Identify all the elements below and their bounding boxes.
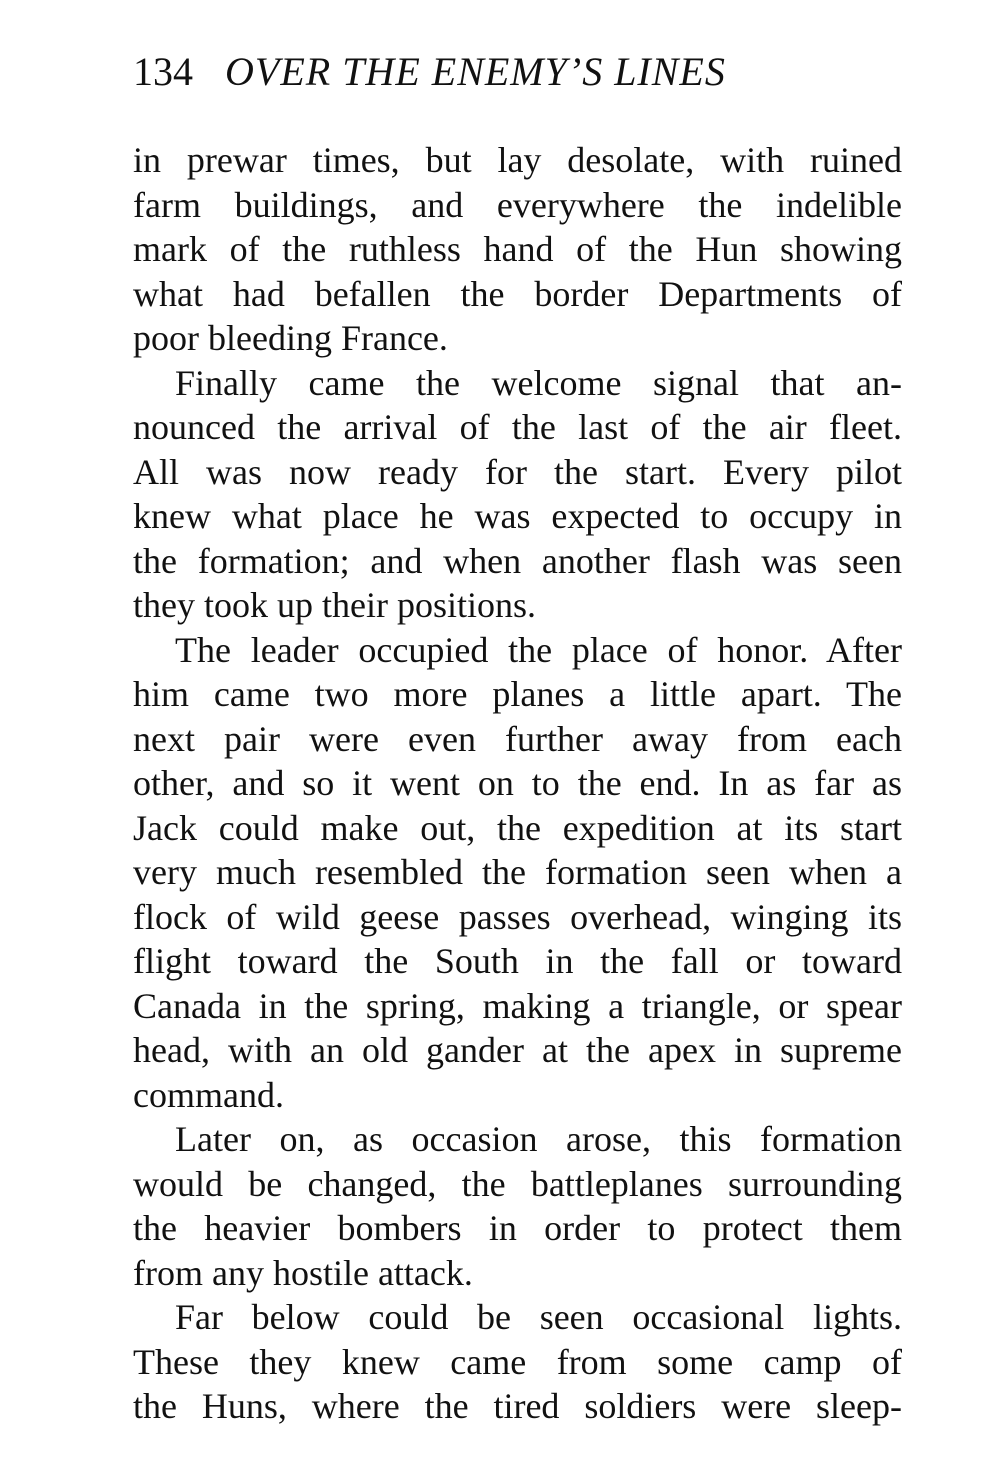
text-line: the heavier bombers in order to protect them [133, 1208, 902, 1248]
text-line: the Huns, where the tired soldiers were sleep- [133, 1386, 902, 1426]
text-line: flock of wild geese passes overhead, winging its [133, 896, 902, 937]
text-line: flight toward the South in the fall or toward [133, 941, 902, 981]
running-title: OVER THE ENEMY’S LINES [225, 49, 726, 94]
text-line: knew what place he was expected to occupy in [133, 496, 902, 536]
text-line: very much resembled the formation seen when a [133, 852, 902, 892]
text-line: nounced the arrival of the last of the air fleet. [133, 407, 902, 447]
text-line: the formation; and when another flash was seen [133, 540, 902, 581]
text-line: head, with an old gander at the apex in supreme [133, 1030, 902, 1070]
running-head [133, 44, 833, 100]
text-line: what had befallen the border Departments of [133, 273, 902, 314]
text-line: other, and so it went on to the end. In as far as [133, 763, 902, 803]
text-line: would be changed, the battleplanes surrounding [133, 1163, 902, 1204]
body-text [133, 138, 902, 1429]
text-line: Jack could make out, the expedition at its start [133, 807, 902, 848]
text-line: next pair were even further away from each [133, 718, 902, 759]
text-line: Finally came the welcome signal that an- [175, 362, 902, 403]
text-line: poor bleeding France. [133, 318, 448, 358]
text-line: These they knew came from some camp of [133, 1341, 902, 1382]
text-line: mark of the ruthless hand of the Hun showing [133, 229, 902, 269]
page-number: 134 [133, 49, 193, 94]
text-line: The leader occupied the place of honor. After [175, 629, 902, 670]
text-line: All was now ready for the start. Every pilot [133, 451, 902, 492]
text-line: Canada in the spring, making a triangle, or spear [133, 985, 902, 1026]
text-line: Later on, as occasion arose, this formation [175, 1119, 902, 1159]
text-line: from any hostile attack. [133, 1252, 473, 1293]
text-line: in prewar times, but lay desolate, with ruined [133, 140, 902, 180]
text-line: Far below could be seen occasional lights. [175, 1297, 902, 1337]
text-line: farm buildings, and everywhere the indelible [133, 184, 902, 225]
text-line: him came two more planes a little apart. The [133, 674, 902, 714]
text-line: they took up their positions. [133, 585, 536, 625]
text-line: command. [133, 1074, 284, 1115]
